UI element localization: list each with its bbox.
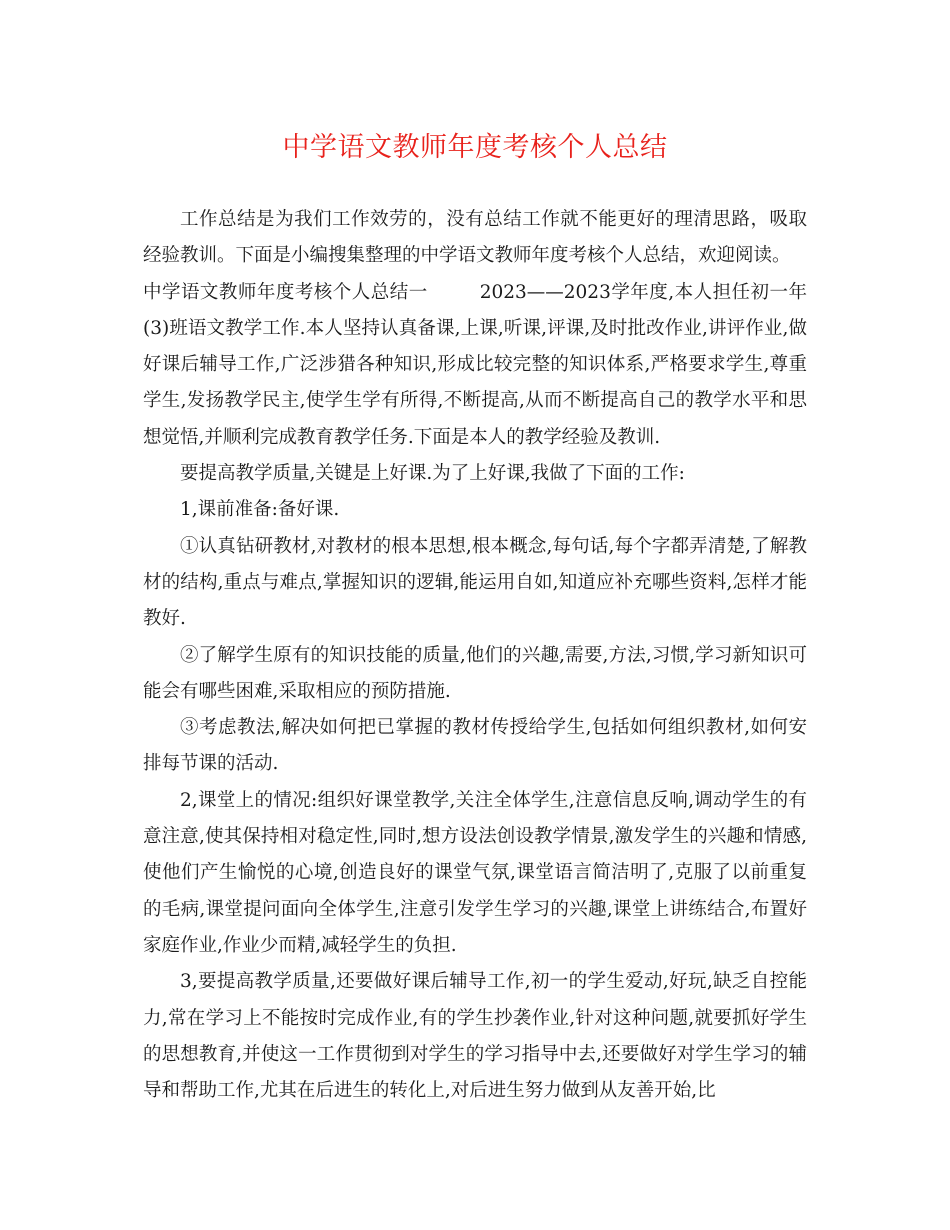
body-paragraph: 1,课前准备:备好课. <box>180 499 340 521</box>
body-paragraph: ③考虑教法,解决如何把已掌握的教材传授给学生,包括如何组织教材,如何安排每节课的活动. <box>143 717 807 775</box>
body-paragraph: ①认真钻研教材,对教材的根本思想,根本概念,每句话,每个字都弄清楚,了解教材的结构,重点与难点,掌握知识的逻辑,能运用自如,知道应补充哪些资料,怎样才能教好. <box>143 535 807 630</box>
document-title: 中学语文教师年度考核个人总结 <box>282 132 668 163</box>
document-body <box>143 202 807 1109</box>
body-paragraph: 要提高教学质量,关键是上好课.为了上好课,我做了下面的工作: <box>180 463 685 485</box>
section-text: 2023——2023学年度,本人担任初一年(3)班语文教学工作.本人坚持认真备课,上课,听课,评课,及时批改作业,讲评作业,做好课后辅导工作,广泛涉猎各种知识,形成比较完整的知识体系,严格要求学生,尊重学生,发扬教学民主,使学生学有所得,不断提高,从而不断提高自己的教学水平和思想觉悟,并顺利完成教育教学任务.下面是本人的教学经验及教训. <box>143 281 807 448</box>
body-paragraph: 2,课堂上的情况:组织好课堂教学,关注全体学生,注意信息反响,调动学生的有意注意,使其保持相对稳定性,同时,想方设法创设教学情景,激发学生的兴趣和情感,使他们产生愉悦的心境,创造良好的课堂气氛,课堂语言简洁明了,克服了以前重复的毛病,课堂提问面向全体学生,注意引发学生学习的兴趣,课堂上讲练结合,布置好家庭作业,作业少而精,减轻学生的负担. <box>143 789 807 956</box>
section-label: 中学语文教师年度考核个人总结一 <box>143 281 428 303</box>
body-paragraph: ②了解学生原有的知识技能的质量,他们的兴趣,需要,方法,习惯,学习新知识可能会有哪些困难,采取相应的预防措施. <box>143 644 807 702</box>
section-paragraph <box>143 275 807 456</box>
intro-paragraph: 工作总结是为我们工作效劳的，没有总结工作就不能更好的理清思路，吸取经验教训。下面是小编搜集整理的中学语文教师年度考核个人总结，欢迎阅读。 <box>143 209 807 267</box>
body-paragraph: 3,要提高教学质量,还要做好课后辅导工作,初一的学生爱动,好玩,缺乏自控能力,常在学习上不能按时完成作业,有的学生抄袭作业,针对这种问题,就要抓好学生的思想教育,并使这一工作贯彻到对学生的学习指导中去,还要做好对学生学习的辅导和帮助工作,尤其在后进生的转化上,对后进生努力做到从友善开始,比 <box>143 971 807 1102</box>
